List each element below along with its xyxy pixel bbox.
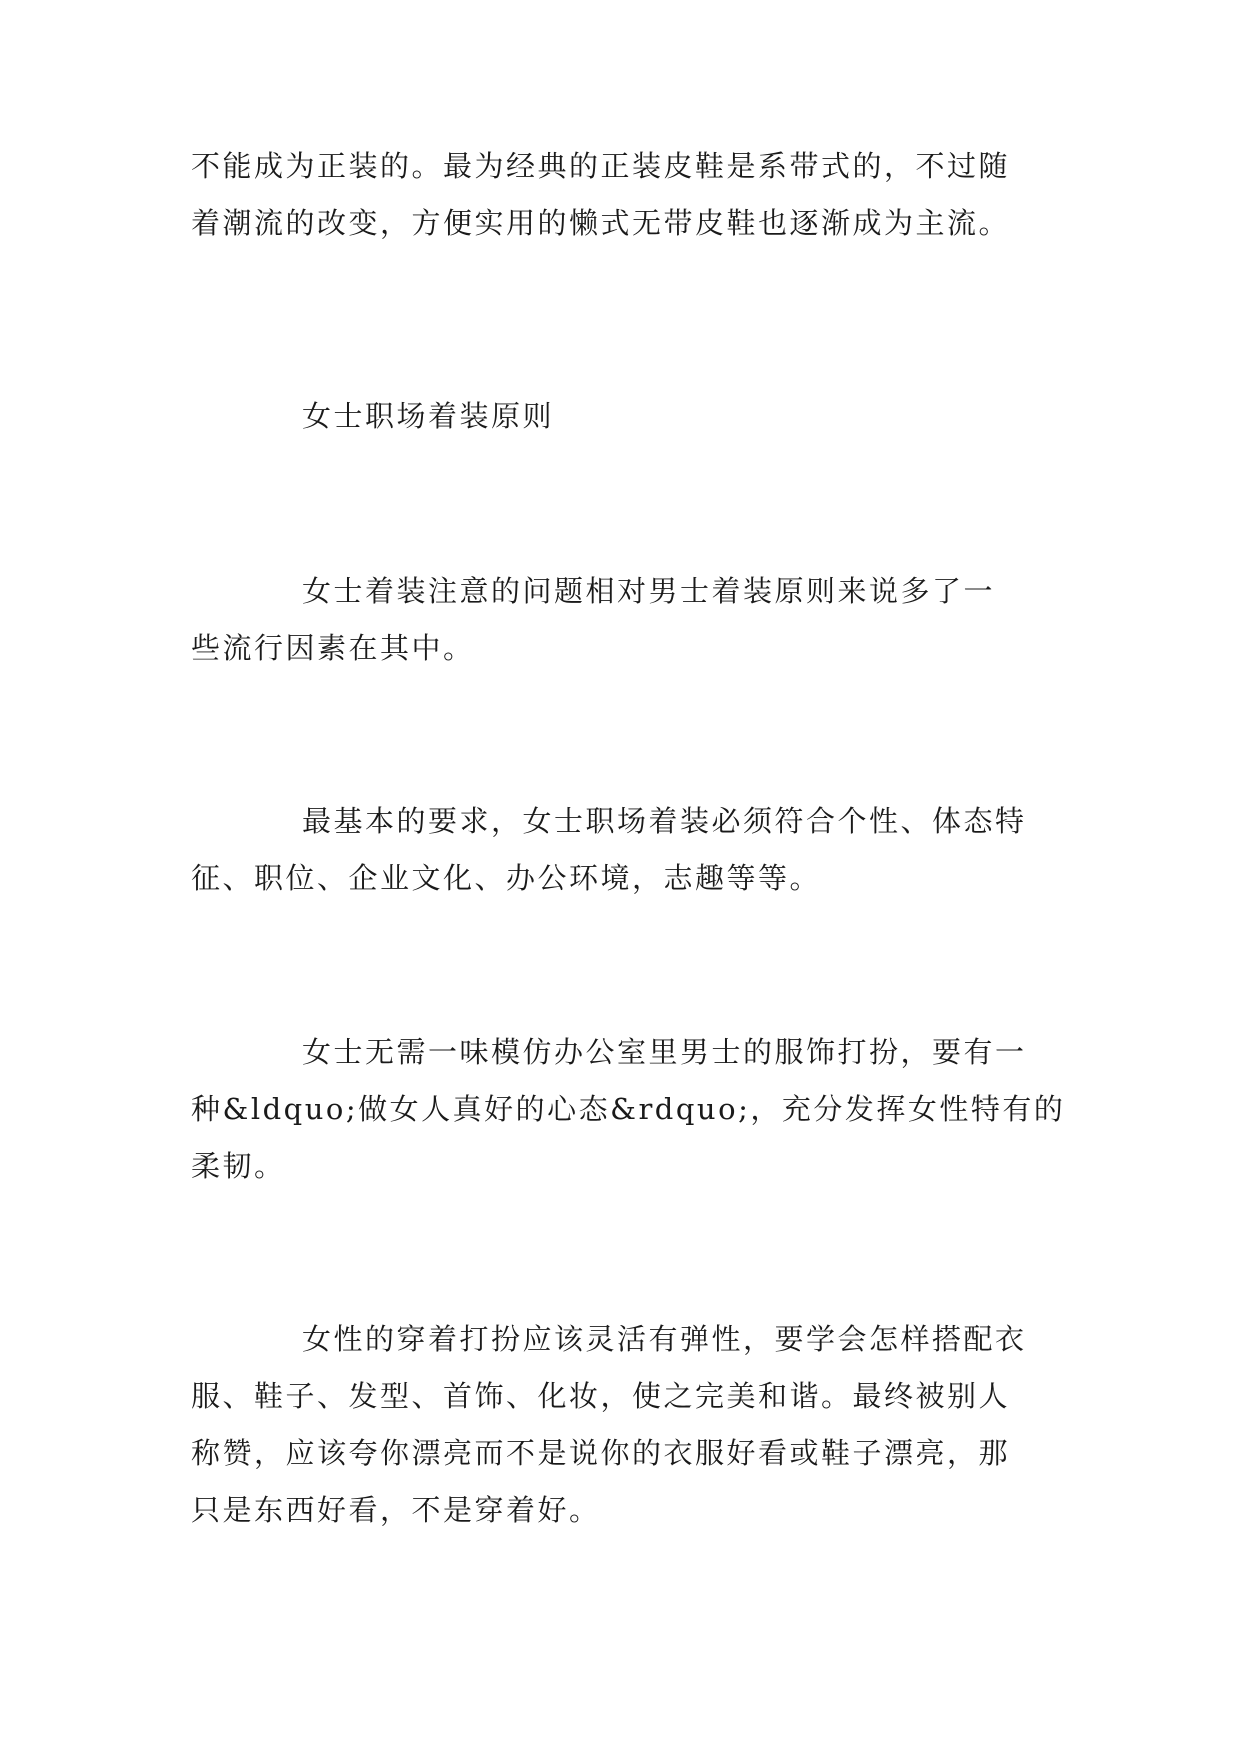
section-heading-women-dress-principles	[191, 388, 1057, 445]
text-line: 服、鞋子、发型、首饰、化妆，使之完美和谐。最终被别人	[191, 1379, 1011, 1413]
paragraph-women-attention	[191, 563, 1057, 677]
paragraph-flexible-dressing	[191, 1311, 1057, 1539]
text-line: 些流行因素在其中。	[191, 631, 475, 665]
text-line: 征、职位、企业文化、办公环境，志趣等等。	[191, 861, 822, 895]
paragraph-shoes-continued	[191, 138, 1057, 252]
text-line: 称赞，应该夸你漂亮而不是说你的衣服好看或鞋子漂亮，那	[191, 1436, 1011, 1470]
paragraph-basic-requirements	[191, 793, 1057, 907]
text-line: 女士着装注意的问题相对男士着装原则来说多了一	[302, 574, 996, 608]
text-line: 柔韧。	[191, 1149, 286, 1183]
text-line: 最基本的要求，女士职场着装必须符合个性、体态特	[302, 804, 1027, 838]
heading-text: 女士职场着装原则	[302, 399, 555, 433]
text-line: 着潮流的改变，方便实用的懒式无带皮鞋也逐渐成为主流。	[191, 206, 1011, 240]
paragraph-no-imitation	[191, 1024, 1066, 1195]
text-line: 种&ldquo;做女人真好的心态&rdquo;，充分发挥女性特有的	[191, 1092, 1066, 1126]
text-line: 不能成为正装的。最为经典的正装皮鞋是系带式的，不过随	[191, 149, 1011, 183]
text-line: 只是东西好看，不是穿着好。	[191, 1493, 601, 1527]
text-line: 女士无需一味模仿办公室里男士的服饰打扮，要有一	[302, 1035, 1027, 1069]
text-line: 女性的穿着打扮应该灵活有弹性，要学会怎样搭配衣	[302, 1322, 1027, 1356]
